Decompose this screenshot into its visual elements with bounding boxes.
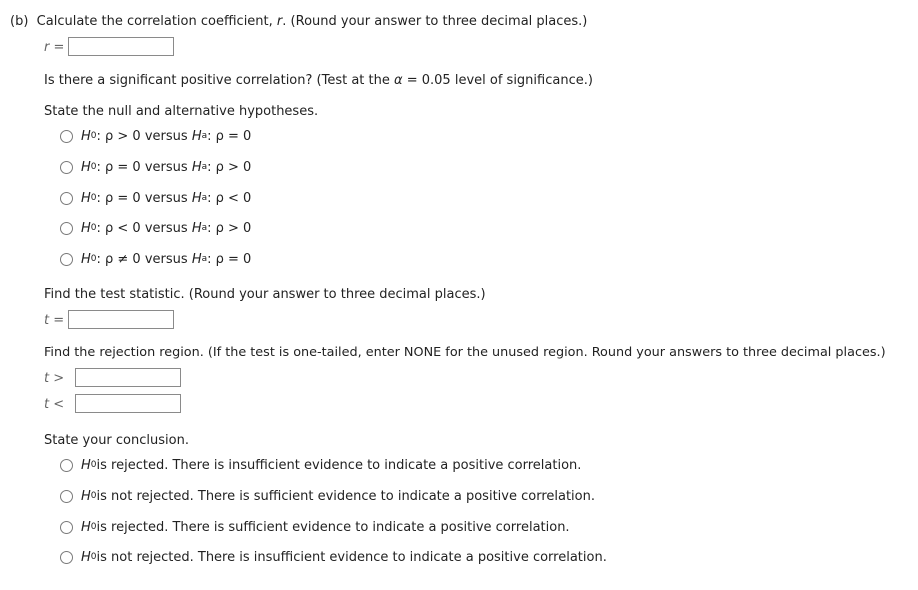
conclusion-option-2[interactable]: H 0 is not rejected. There is sufficient evidence to indicate a positive correlation.: [60, 487, 595, 505]
r-input[interactable]: [68, 37, 174, 56]
t-upper-input[interactable]: [75, 368, 181, 387]
r-input-label: r =: [44, 40, 65, 55]
conclusion-prompt: State your conclusion.: [44, 433, 189, 448]
hypothesis-option-5[interactable]: H 0 : ρ ≠ 0 versus H a : ρ = 0: [60, 250, 251, 268]
radio-button[interactable]: [60, 161, 73, 174]
var-r: r: [276, 14, 283, 29]
hypotheses-prompt: State the null and alternative hypotheses.: [44, 104, 319, 119]
test-statistic-prompt: Find the test statistic. (Round your answer to three decimal places.): [44, 287, 486, 302]
radio-button[interactable]: [60, 130, 73, 143]
question-text: Calculate the correlation coefficient,: [36, 14, 273, 29]
t-input-label: t =: [44, 313, 65, 328]
hypothesis-option-4[interactable]: H 0 : ρ < 0 versus H a : ρ > 0: [60, 219, 251, 237]
radio-button[interactable]: [60, 459, 73, 472]
conclusion-option-4[interactable]: H 0 is not rejected. There is insufficient evidence to indicate a positive correlation.: [60, 548, 607, 566]
radio-button[interactable]: [60, 521, 73, 534]
hypothesis-option-1[interactable]: H 0 : ρ > 0 versus H a : ρ = 0: [60, 127, 251, 145]
radio-button[interactable]: [60, 192, 73, 205]
conclusion-option-3[interactable]: H 0 is rejected. There is sufficient evidence to indicate a positive correlation.: [60, 518, 570, 536]
part-header: [10, 14, 587, 29]
conclusion-option-1[interactable]: H 0 is rejected. There is insufficient evidence to indicate a positive correlation.: [60, 456, 581, 474]
part-label: (b): [10, 14, 29, 29]
hypothesis-option-2[interactable]: H 0 : ρ = 0 versus H a : ρ > 0: [60, 158, 251, 176]
significance-question: Is there a significant positive correlation? (Test at the α = 0.05 level of significance.): [44, 73, 593, 88]
t-greater-label: t >: [44, 371, 65, 386]
radio-button[interactable]: [60, 253, 73, 266]
t-lower-input[interactable]: [75, 394, 181, 413]
rejection-region-prompt: Find the rejection region. (If the test is one-tailed, enter NONE for the unused region. Round your answers to three decimal places.): [44, 345, 886, 360]
radio-button[interactable]: [60, 551, 73, 564]
radio-button[interactable]: [60, 222, 73, 235]
t-less-label: t <: [44, 397, 65, 412]
question-tail: . (Round your answer to three decimal places.): [282, 14, 588, 29]
radio-button[interactable]: [60, 490, 73, 503]
hypothesis-option-3[interactable]: H 0 : ρ = 0 versus H a : ρ < 0: [60, 189, 251, 207]
t-input[interactable]: [68, 310, 174, 329]
alpha-symbol: α: [394, 73, 403, 88]
